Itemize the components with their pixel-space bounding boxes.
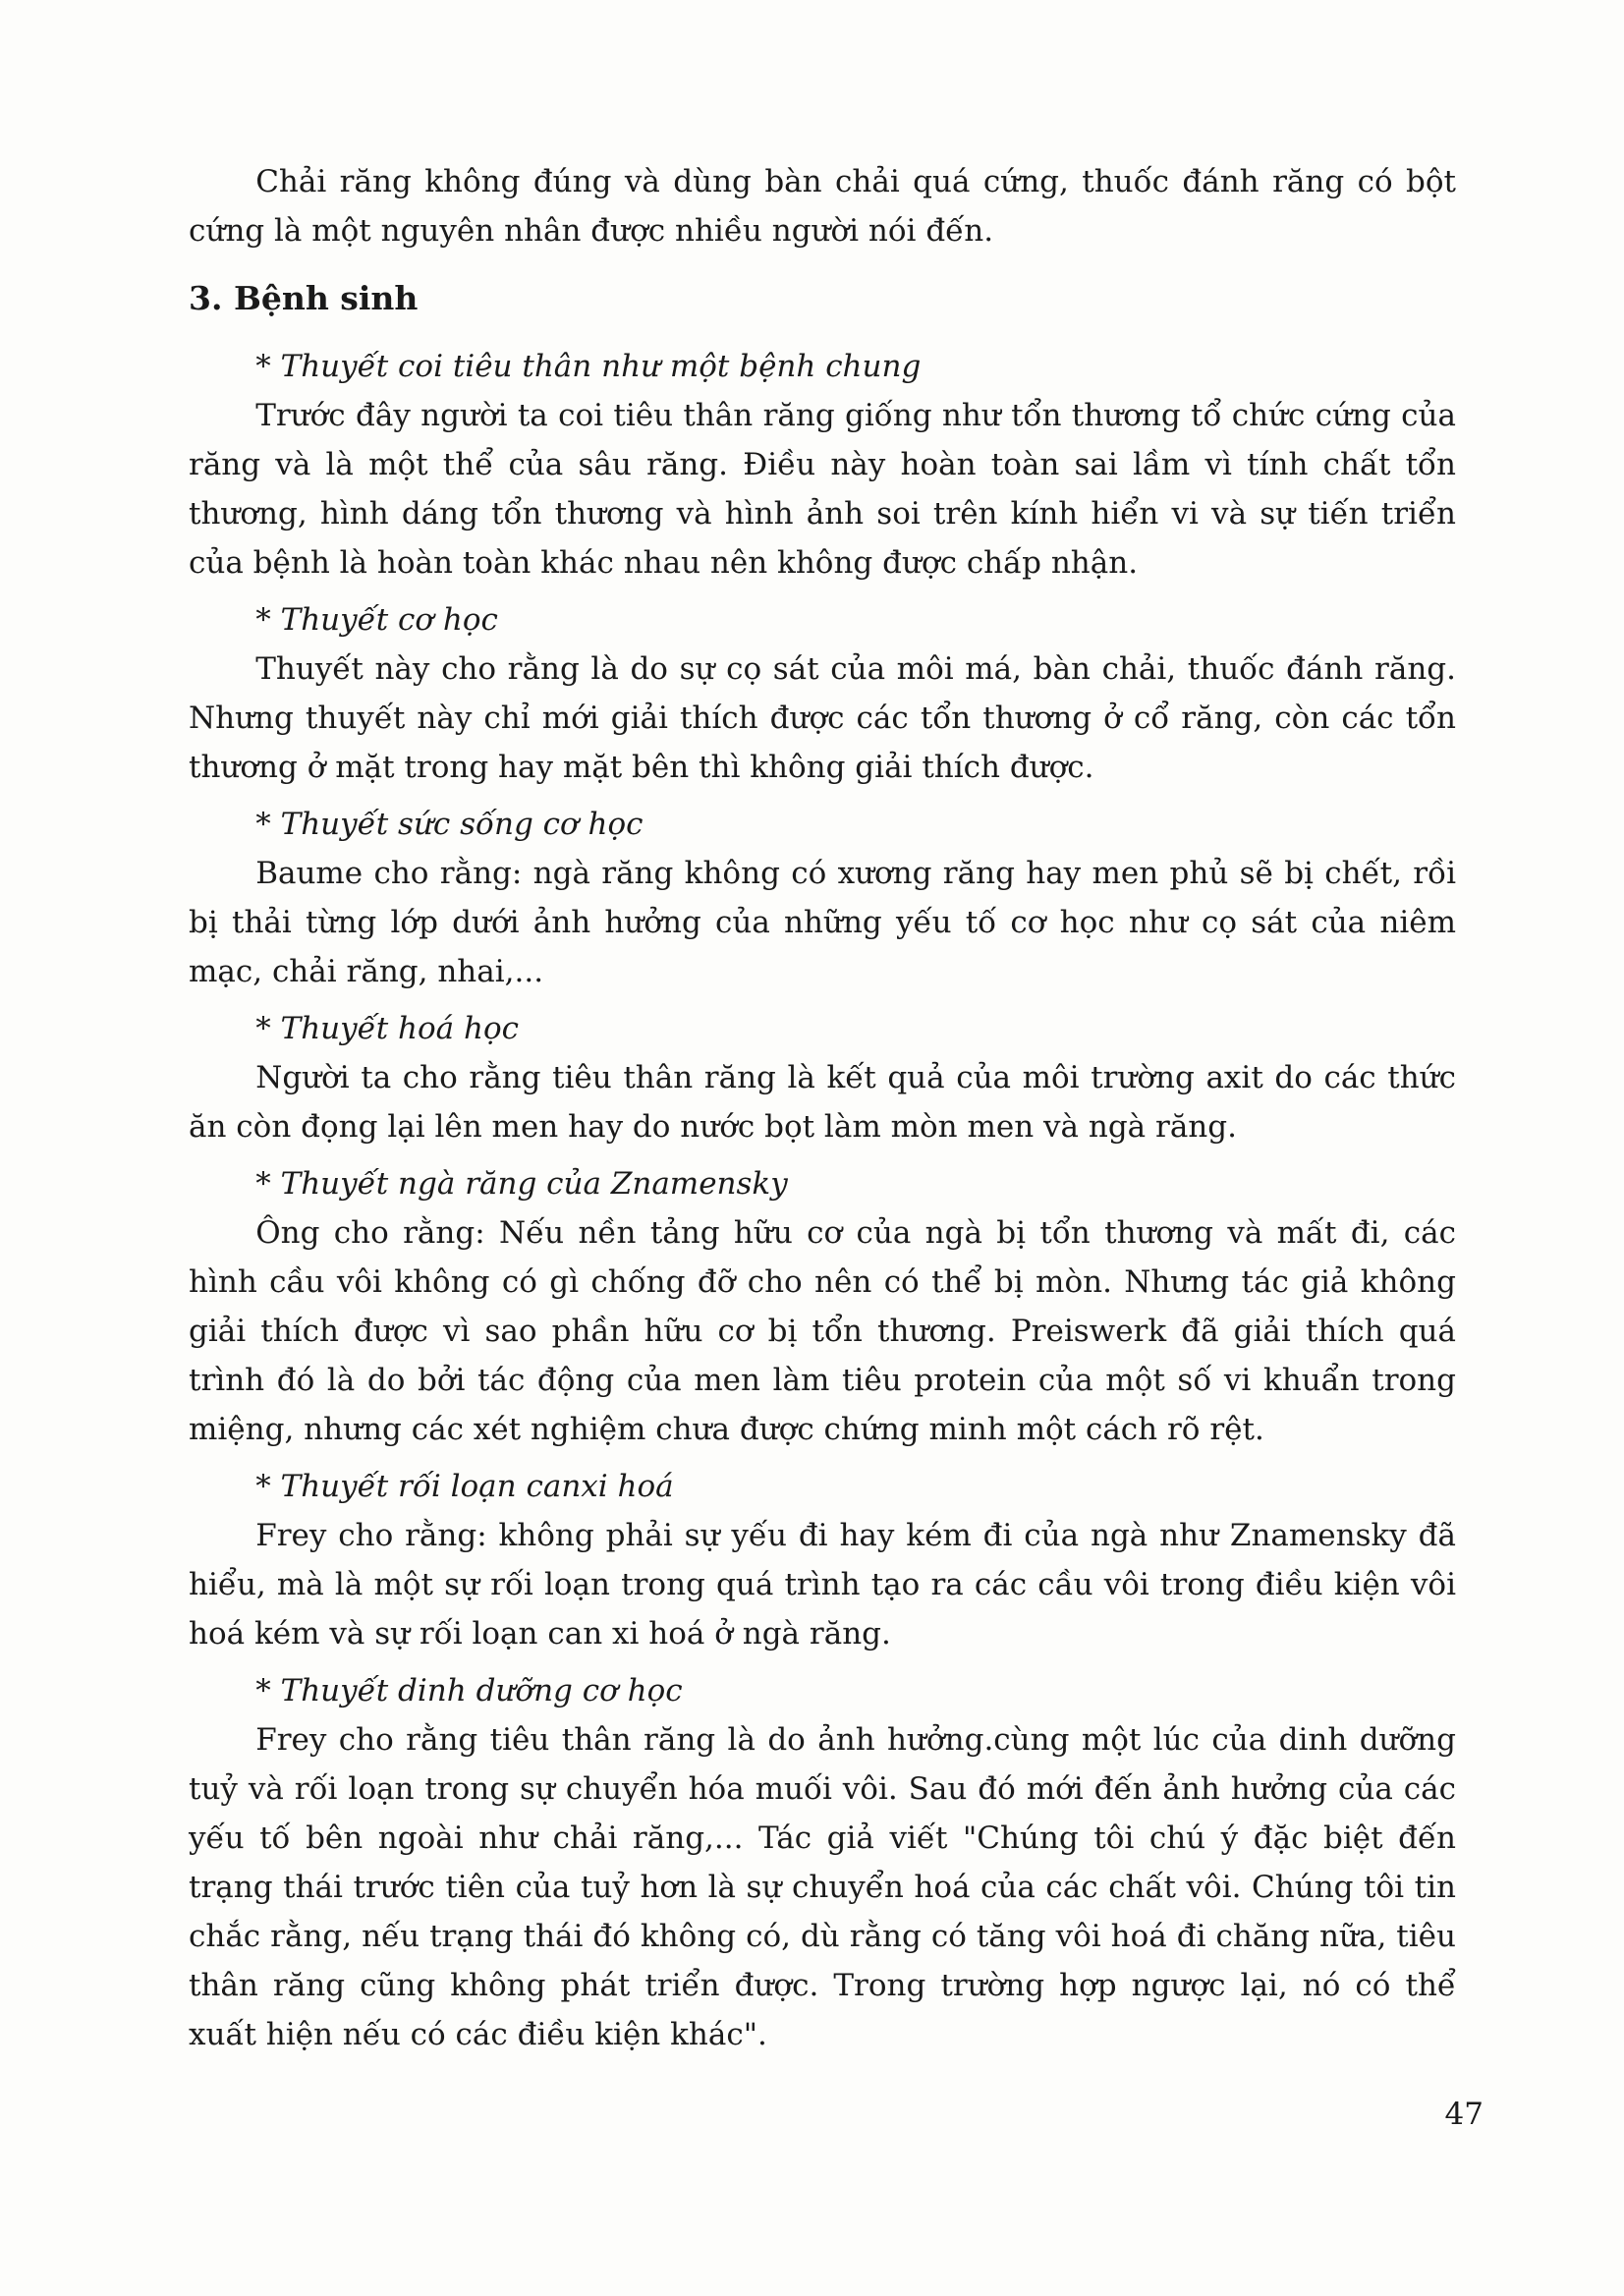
- theory-title: * Thuyết cơ học: [255, 602, 498, 638]
- theory-title: * Thuyết coi tiêu thân như một bệnh chung: [255, 349, 922, 384]
- theory-body: Ông cho rằng: Nếu nền tảng hữu cơ của ngà bị tổn thương và mất đi, các hình cầu vôi không có gì chống đỡ cho nên có thể bị mòn. Nhưng tác giả không giải thích được vì sao phần hữu cơ bị tổn thương. Preiswerk đã giải thích quá trình đó là do bởi tác động của men làm tiêu protein của một số vi khuẩn trong miệng, nhưng các xét nghiệm chưa được chứng minh một cách rõ rệt.: [189, 1215, 1456, 1447]
- theory-block: [189, 800, 1456, 996]
- theory-block: [189, 1666, 1456, 2059]
- theory-title: * Thuyết ngà răng của Znamensky: [255, 1166, 788, 1202]
- theory-block: [189, 342, 1456, 588]
- theory-block: [189, 595, 1456, 792]
- theory-body: Frey cho rằng: không phải sự yếu đi hay kém đi của ngà như Znamensky đã hiểu, mà là một sự rối loạn trong quá trình tạo ra các cầu vôi trong điều kiện vôi hoá kém và sự rối loạn can xi hoá ở ngà răng.: [189, 1518, 1456, 1652]
- theory-title: * Thuyết sức sống cơ học: [255, 807, 644, 842]
- theory-title: * Thuyết hoá học: [255, 1011, 520, 1046]
- theory-title: * Thuyết dinh dưỡng cơ học: [255, 1673, 683, 1708]
- theory-body: Người ta cho rằng tiêu thân răng là kết quả của môi trường axit do các thức ăn còn đọng lại lên men hay do nước bọt làm mòn men và ngà răng.: [189, 1060, 1456, 1145]
- page-number: 47: [1444, 2097, 1484, 2132]
- theory-block: [189, 1004, 1456, 1151]
- theory-body: Thuyết này cho rằng là do sự cọ sát của môi má, bàn chải, thuốc đánh răng. Nhưng thuyết này chỉ mới giải thích được các tổn thương ở cổ răng, còn các tổn thương ở mặt trong hay mặt bên thì không giải thích được.: [189, 651, 1456, 785]
- theory-block: [189, 1159, 1456, 1454]
- intro-paragraph: Chải răng không đúng và dùng bàn chải quá cứng, thuốc đánh răng có bột cứng là một nguyên nhân được nhiều người nói đến.: [189, 164, 1456, 249]
- theory-block: [189, 1462, 1456, 1658]
- section-heading: 3. Bệnh sinh: [189, 279, 419, 317]
- theory-body: Frey cho rằng tiêu thân răng là do ảnh hưởng.cùng một lúc của dinh dưỡng tuỷ và rối loạn trong sự chuyển hóa muối vôi. Sau đó mới đến ảnh hưởng của các yếu tố bên ngoài như chải răng,... Tác giả viết "Chúng tôi chú ý đặc biệt đến trạng thái trước tiên của tuỷ hơn là sự chuyển hoá của các chất vôi. Chúng tôi tin chắc rằng, nếu trạng thái đó không có, dù rằng có tăng vôi hoá đi chăng nữa, tiêu thân răng cũng không phát triển được. Trong trường hợp ngược lại, nó có thể xuất hiện nếu có các điều kiện khác".: [189, 1722, 1456, 2052]
- page-content: [189, 157, 1456, 2067]
- theory-title: * Thuyết rối loạn canxi hoá: [255, 1469, 674, 1504]
- theory-body: Trước đây người ta coi tiêu thân răng giống như tổn thương tổ chức cứng của răng và là một thể của sâu răng. Điều này hoàn toàn sai lầm vì tính chất tổn thương, hình dáng tổn thương và hình ảnh soi trên kính hiển vi và sự tiến triển của bệnh là hoàn toàn khác nhau nên không được chấp nhận.: [189, 398, 1456, 581]
- theory-body: Baume cho rằng: ngà răng không có xương răng hay men phủ sẽ bị chết, rồi bị thải từng lớp dưới ảnh hưởng của những yếu tố cơ học như cọ sát của niêm mạc, chải răng, nhai,...: [189, 856, 1456, 989]
